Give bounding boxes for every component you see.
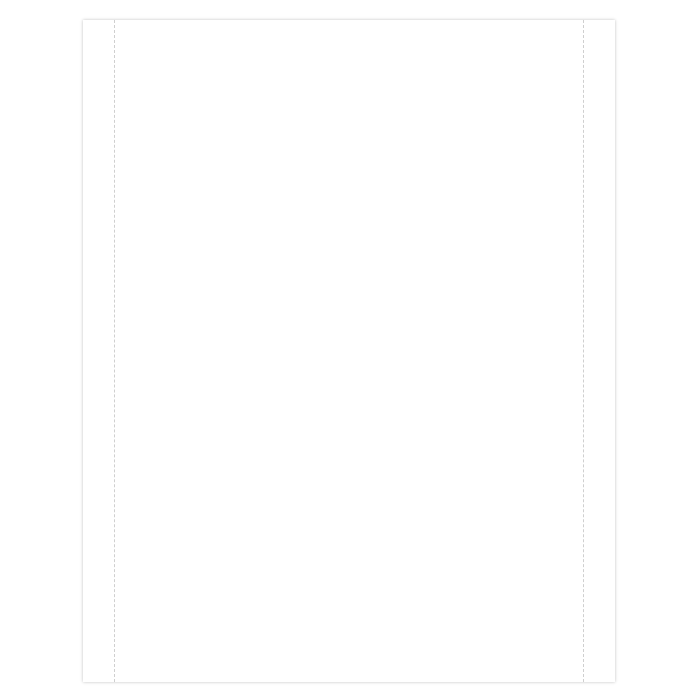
w2-footer-bottom [115,618,578,668]
left-tractor-strip [83,20,115,682]
w2-form-top [115,38,578,288]
w2-form-bottom [115,367,578,617]
w2-footer-top [115,289,578,339]
right-tractor-strip [583,20,615,682]
